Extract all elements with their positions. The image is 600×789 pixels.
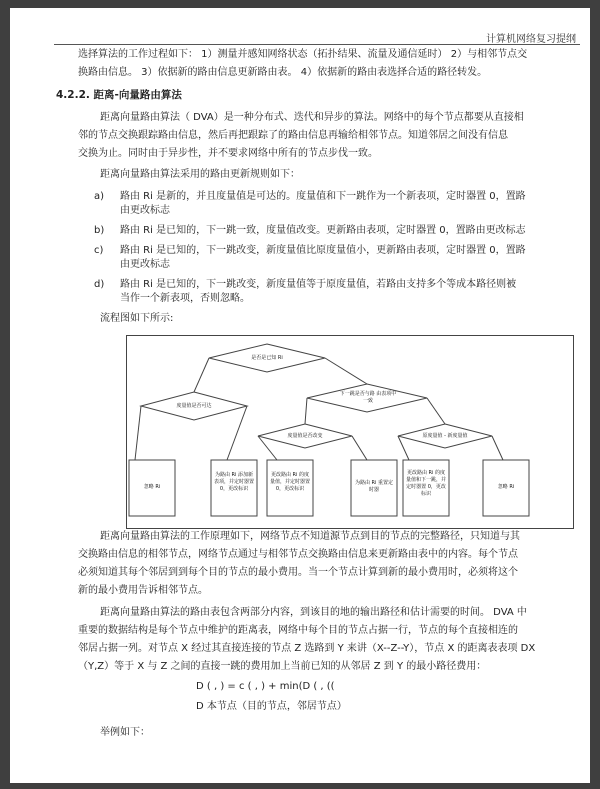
leaf-update-metric: 更改路由 Ri 的度量值，并定时器置 0，更改标识 (269, 472, 310, 492)
decision-next-hop: 下一跳是否与路 由表项中一致 (339, 391, 397, 404)
rule-d-line-1: 路由 Ri 是已知的，下一跳改变，新度量值等于原度量值，若路由支持多个等成本路径则被 (120, 279, 517, 290)
decision-metric-compare: 原度量值 - 新度量值 (422, 433, 468, 439)
document-page (10, 8, 590, 783)
formula: D ( , ) = c ( , ) + min(D ( , (( (196, 681, 335, 692)
decision-metric-changed: 度量值是否改变 (287, 433, 323, 439)
intro-line-2: 换路由信息。 3）依据新的路由信息更新路由表。 4）依据新的路由表选择合适的路径转发。 (78, 67, 488, 78)
leaf-update-metric-hop: 更改路由 Ri 的度量值和下一跳，并定时器置 0，更改标识 (405, 470, 446, 497)
flowchart-lines (127, 336, 573, 528)
watermark: 知乎 @大学资料库 (462, 758, 588, 776)
para4-line-3: 邻居占据一列。对节点 X 经过其直接连接的节点 Z 选路到 Y 来讲（X--Z--Y），节点 X 的距离表表项 DX (78, 643, 536, 654)
para3-line-3: 必须知道其每个邻居到到每个目的节点的最小费用。当一个节点计算到新的最小费用时，必须将这个 (78, 567, 518, 578)
rule-b-line-1: 路由 Ri 是已知的，下一跳一致，度量值改变。更新路由表项，定时器置 0，置路由更改标志 (120, 225, 526, 236)
para5: 举例如下： (100, 727, 150, 738)
rule-b-key: b) (94, 225, 105, 236)
rule-c-line-2: 由更改标志 (120, 259, 170, 270)
para4-line-4: （Y,Z）等于 X 与 Z 之间的直接一跳的费用加上当前已知的从邻居 Z 到 Y 的最小路径费用： (78, 661, 487, 672)
decision-known-route: 是否是已知 Ri (251, 355, 283, 361)
para1-line-1: 距离向量路由算法（ DVA）是一种分布式、迭代和异步的算法。网络中的每个节点都要从直接相 (100, 112, 524, 123)
rule-d-line-2: 当作一个新表项，否则忽略。 (120, 293, 250, 304)
leaf-add-entry: 为路由 Ri 添加新表项，并定时器置 0，更改标识 (213, 472, 254, 492)
para1-line-3: 交换为止。同时由于异步性，并不要求网络中所有的节点步伐一致。 (78, 148, 378, 159)
para4-line-1: 距离向量路由算法的路由表包含两部分内容，到该目的地的输出路径和估计需要的时间。 DVA 中 (100, 607, 527, 618)
rule-a-key: a) (94, 191, 105, 202)
header-rule (54, 44, 580, 45)
para4-line-2: 重要的数据结构是每个节点中维护的距离表，网络中每个目的节点占据一行，节点的每个直接相连的 (78, 625, 518, 636)
intro-line-1: 选择算法的工作过程如下： 1）测量并感知网络状态（拓扑结果、流量及通信延时） 2）与相邻节点交 (78, 49, 528, 60)
formula-subscript: D 本节点（目的节点，邻居节点） (196, 701, 347, 712)
rule-a-line-2: 由更改标志 (120, 205, 170, 216)
rule-d-key: d) (94, 279, 105, 290)
rule-c-key: c) (94, 245, 104, 256)
leaf-reset-timer: 为路由 Ri 重置定时器 (354, 480, 394, 493)
flowchart (126, 335, 574, 529)
decision-reachable: 度量值是否可达 (176, 403, 212, 409)
section-title: 4.2.2. 距离-向量路由算法 (56, 89, 182, 101)
page-header: 计算机网络复习提纲 (486, 34, 576, 45)
rule-c-line-1: 路由 Ri 是已知的，下一跳改变，新度量值比原度量值小，更新路由表项，定时器置 0，置路 (120, 245, 526, 256)
para2: 距离向量路由算法采用的路由更新规则如下： (100, 169, 300, 180)
para3-line-4: 新的最小费用告诉相邻节点。 (78, 585, 208, 596)
flowchart-caption: 流程图如下所示: (100, 313, 174, 324)
rule-a-line-1: 路由 Ri 是新的，并且度量值是可达的。度量值和下一跳作为一个新表项，定时器置 0，置路 (120, 191, 526, 202)
para3-line-1: 距离向量路由算法的工作原理如下，网络节点不知道源节点到目的节点的完整路径，只知道与其 (100, 531, 520, 542)
para3-line-2: 交换路由信息的相邻节点，网络节点通过与相邻节点交换路由信息来更新路由表中的内容。每个节点 (78, 549, 518, 560)
para1-line-2: 邻的节点交换跟踪路由信息，然后再把跟踪了的路由信息再输给相邻节点。知道邻居之间没有信息 (78, 130, 508, 141)
leaf-ignore-1: 忽略 Ri (143, 484, 161, 490)
leaf-ignore-2: 忽略 Ri (497, 484, 515, 490)
